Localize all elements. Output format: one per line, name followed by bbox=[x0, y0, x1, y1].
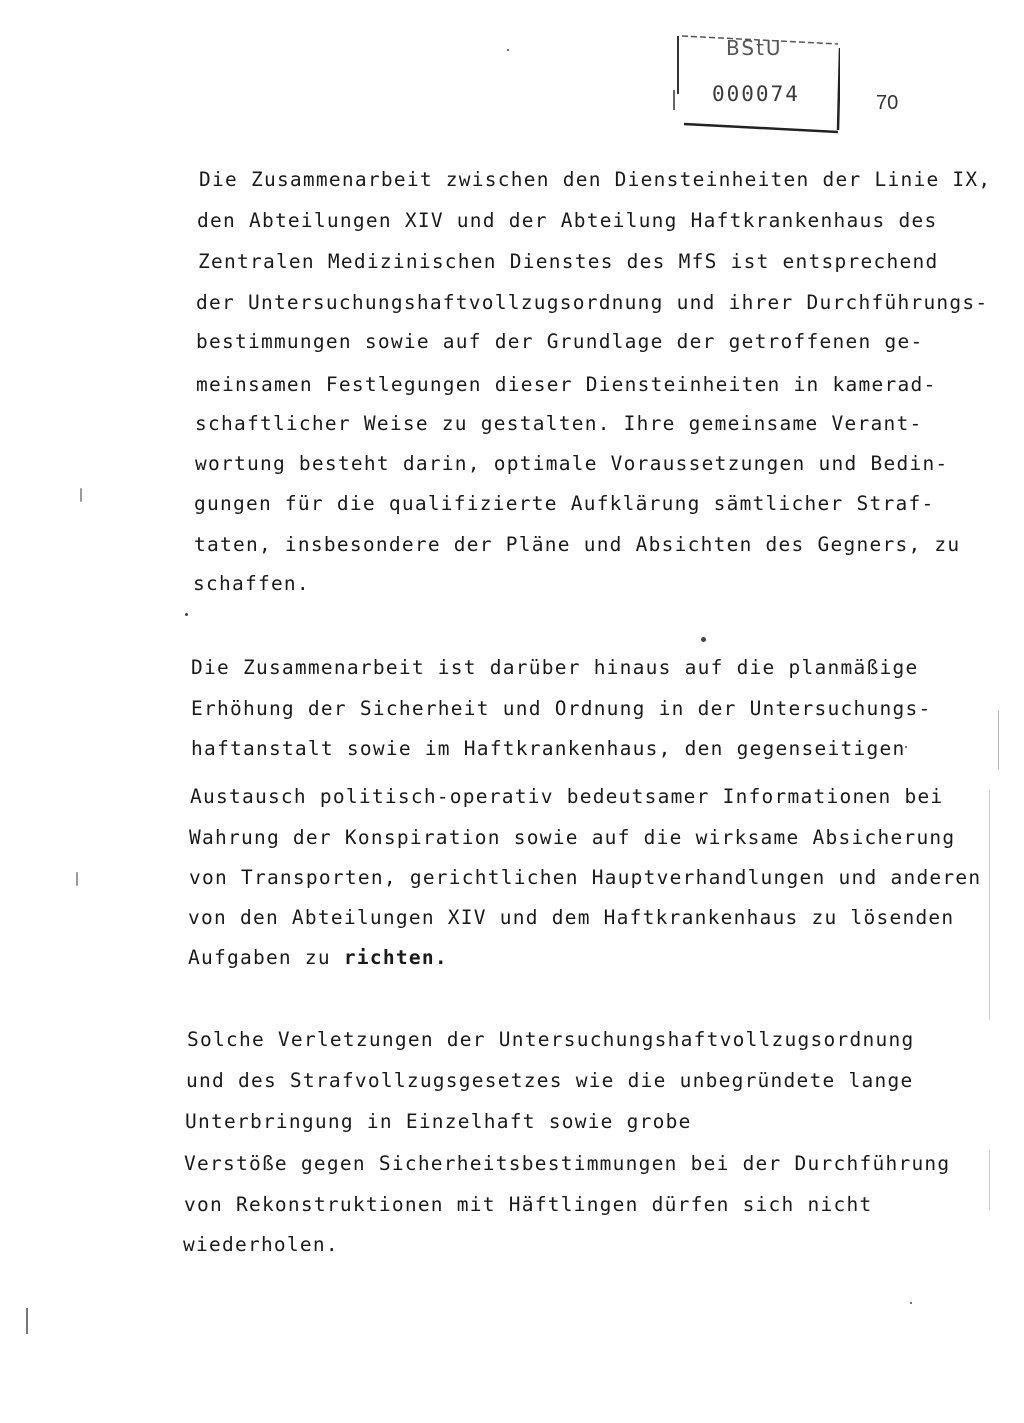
text-line: wiederholen. bbox=[183, 1233, 339, 1256]
stamp-organization: BStU bbox=[726, 36, 783, 60]
text-line: den Abteilungen XIV und der Abteilung Haftkrankenhaus des bbox=[197, 209, 938, 232]
text-line: und des Strafvollzugsgesetzes wie die unbegründete lange bbox=[186, 1069, 914, 1092]
text-line: der Untersuchungshaftvollzugsordnung und ihrer Durchführungs- bbox=[196, 291, 989, 314]
text-line: von Rekonstruktionen mit Häftlingen dürfen sich nicht bbox=[184, 1193, 873, 1216]
text-line: meinsamen Festlegungen dieser Diensteinheiten in kamerad- bbox=[196, 373, 937, 396]
text-line: von Transporten, gerichtlichen Hauptverhandlungen und anderen bbox=[189, 866, 982, 889]
page-number: 70 bbox=[876, 92, 899, 114]
scan-speck bbox=[701, 637, 706, 642]
scan-speck bbox=[185, 613, 188, 616]
margin-mark bbox=[76, 872, 78, 886]
margin-mark bbox=[26, 1308, 28, 1334]
bold-word: richten. bbox=[343, 946, 448, 969]
text-line: Verstöße gegen Sicherheitsbestimmungen bei der Durchführung bbox=[184, 1152, 951, 1175]
stamp-number: 000074 bbox=[712, 82, 800, 106]
margin-mark bbox=[80, 488, 82, 502]
text-line: bestimmungen sowie auf der Grundlage der getroffenen ge- bbox=[196, 330, 924, 353]
text-line bbox=[188, 946, 448, 970]
edge-line bbox=[989, 790, 990, 1020]
scan-speck bbox=[507, 49, 509, 51]
scan-speck bbox=[905, 746, 907, 748]
text-line: gungen für die qualifizierte Aufklärung sämtlicher Straf- bbox=[194, 492, 935, 515]
text-line: schaffen. bbox=[193, 572, 310, 595]
text-line: haftanstalt sowie im Haftkrankenhaus, den gegenseitigen bbox=[191, 737, 906, 760]
text-line: Solche Verletzungen der Untersuchungshaftvollzugsordnung bbox=[187, 1028, 915, 1051]
text-line: wortung besteht darin, optimale Voraussetzungen und Bedin- bbox=[195, 452, 949, 475]
scan-speck bbox=[910, 1302, 912, 1304]
edge-line bbox=[989, 1150, 990, 1210]
edge-line bbox=[998, 710, 999, 770]
text-line: von den Abteilungen XIV und dem Haftkrankenhaus zu lösenden bbox=[188, 906, 955, 929]
text-line: Zentralen Medizinischen Dienstes des MfS ist entsprechend bbox=[198, 250, 939, 273]
text-line: Erhöhung der Sicherheit und Ordnung in der Untersuchungs- bbox=[191, 697, 932, 720]
text-line: Austausch politisch-operativ bedeutsamer Informationen bei bbox=[190, 785, 944, 808]
text-line: schaftlicher Weise zu gestalten. Ihre gemeinsame Verant- bbox=[195, 412, 923, 435]
text-line: Unterbringung in Einzelhaft sowie grobe bbox=[185, 1110, 692, 1133]
archive-stamp bbox=[672, 34, 840, 132]
text-line: Die Zusammenarbeit ist darüber hinaus auf die planmäßige bbox=[191, 656, 919, 679]
text-segment: Aufgaben zu bbox=[188, 946, 331, 969]
text-line: Die Zusammenarbeit zwischen den Diensteinheiten der Linie IX, bbox=[199, 168, 992, 191]
text-line: Wahrung der Konspiration sowie auf die wirksame Absicherung bbox=[189, 826, 956, 849]
text-line: taten, insbesondere der Pläne und Absichten des Gegners, zu bbox=[194, 533, 961, 556]
